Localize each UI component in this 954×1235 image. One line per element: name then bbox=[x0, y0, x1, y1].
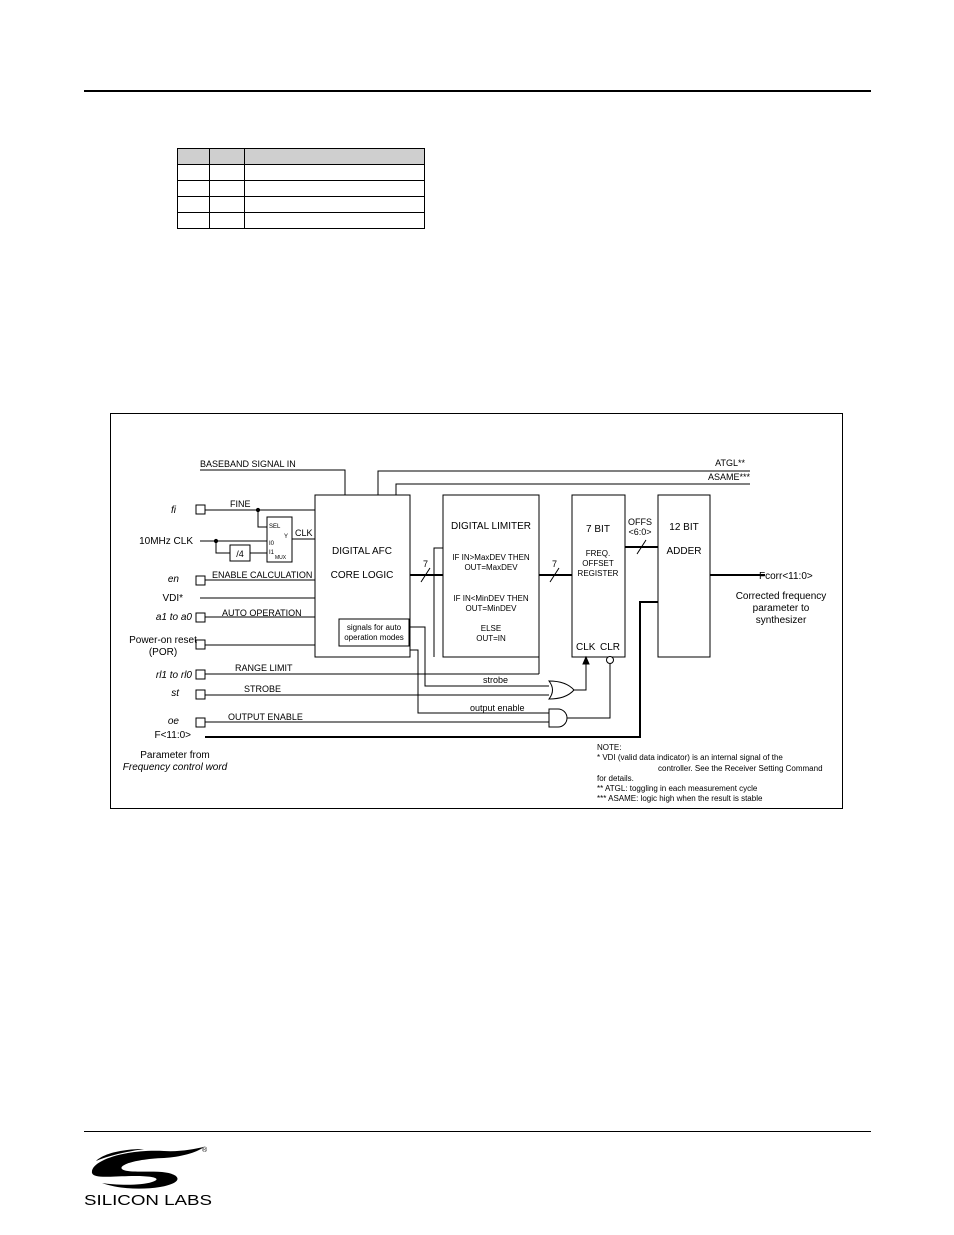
label-strobe: strobe bbox=[483, 675, 509, 685]
label-offs-range: <6:0> bbox=[628, 527, 652, 537]
registered-mark: ® bbox=[202, 1147, 208, 1154]
and-gate bbox=[549, 709, 567, 727]
label-asame: ASAME*** bbox=[707, 472, 750, 482]
label-clk: CLK bbox=[295, 528, 313, 538]
label-offs: OFFS bbox=[628, 517, 652, 527]
output-desc: synthesizer bbox=[755, 615, 807, 626]
note-line: NOTE: bbox=[597, 743, 622, 752]
terminal-por bbox=[196, 640, 205, 649]
limiter-title: DIGITAL LIMITER bbox=[450, 521, 532, 532]
input-rl: rl1 to rl0 bbox=[155, 670, 192, 681]
register-clk: CLK bbox=[576, 642, 596, 653]
clr-inversion-bubble bbox=[607, 657, 614, 664]
wire-clk-div bbox=[216, 541, 230, 553]
input-por-line1: Power-on reset bbox=[129, 635, 197, 646]
mux-sel: SEL bbox=[269, 524, 281, 530]
footer-rule bbox=[84, 1131, 871, 1132]
input-f: F<11:0> bbox=[154, 730, 191, 741]
mux-name: MUX bbox=[275, 555, 287, 561]
output-desc: parameter to bbox=[752, 603, 810, 614]
input-st: st bbox=[171, 688, 179, 699]
label-bus-width: 7 bbox=[423, 559, 429, 569]
register-clr: CLR bbox=[600, 642, 621, 653]
note-line: for details. bbox=[597, 774, 634, 783]
junction-dot bbox=[214, 539, 217, 542]
terminal-fi bbox=[196, 505, 205, 514]
divider-label: /4 bbox=[236, 549, 244, 559]
terminal-a bbox=[196, 613, 205, 622]
input-a: a1 to a0 bbox=[155, 612, 192, 623]
silicon-labs-logo bbox=[84, 1143, 214, 1209]
afc-title-line2: CORE LOGIC bbox=[330, 570, 394, 581]
afc-title-line1: DIGITAL AFC bbox=[331, 546, 393, 557]
adder-title-line2: ADDER bbox=[666, 546, 702, 557]
wire-afc-limiter-ctrl bbox=[434, 548, 443, 657]
adder-block bbox=[658, 495, 710, 657]
note-line: *** ASAME: logic high when the result is stable bbox=[597, 794, 763, 803]
logo-wordmark: SILICON LABS bbox=[84, 1193, 212, 1209]
limiter-line: OUT=MinDEV bbox=[465, 604, 517, 613]
limiter-line: IF IN>MaxDEV THEN bbox=[452, 553, 530, 562]
param-line1: Parameter from bbox=[140, 750, 210, 761]
register-line: REGISTER bbox=[577, 569, 619, 578]
limiter-line: OUT=IN bbox=[476, 634, 506, 643]
mux-i1: I1 bbox=[269, 550, 275, 556]
wire-asame bbox=[396, 484, 750, 495]
label-output-enable: output enable bbox=[470, 703, 525, 713]
input-en: en bbox=[167, 574, 179, 585]
label-range-limit: RANGE LIMIT bbox=[235, 663, 293, 673]
auto-signals-line2: operation modes bbox=[344, 633, 404, 642]
auto-signals-line1: signals for auto bbox=[346, 623, 402, 632]
junction-dot bbox=[256, 508, 259, 511]
param-line2: Frequency control word bbox=[122, 762, 228, 773]
label-auto-op: AUTO OPERATION bbox=[222, 608, 302, 618]
wire-baseband bbox=[200, 470, 345, 495]
silicon-labs-swoosh-icon bbox=[92, 1147, 204, 1189]
label-bus-width: 7 bbox=[552, 559, 558, 569]
label-enable-calc: ENABLE CALCULATION bbox=[212, 570, 313, 580]
adder-title-line1: 12 BIT bbox=[669, 522, 699, 533]
output-desc: Corrected frequency bbox=[735, 591, 827, 602]
input-por-line2: (POR) bbox=[148, 647, 178, 658]
terminal-st bbox=[196, 690, 205, 699]
note-line: controller. See the Receiver Setting Command bbox=[658, 764, 823, 773]
input-10mhz-clk: 10MHz CLK bbox=[139, 536, 193, 547]
mux-y: Y bbox=[284, 534, 289, 540]
note-line: ** ATGL: toggling in each measurement cycle bbox=[597, 784, 758, 793]
register-title: 7 BIT bbox=[586, 524, 610, 535]
register-line: FREQ. bbox=[585, 549, 611, 558]
input-fi: fi bbox=[171, 505, 176, 516]
mux-i0: I0 bbox=[269, 541, 275, 547]
or-gate bbox=[549, 681, 574, 699]
label-fine: FINE bbox=[230, 499, 251, 509]
clk-arrow bbox=[583, 657, 589, 664]
label-strobe-cap: STROBE bbox=[244, 684, 282, 694]
input-oe: oe bbox=[167, 716, 179, 727]
limiter-line: OUT=MaxDEV bbox=[464, 563, 518, 572]
label-baseband: BASEBAND SIGNAL IN bbox=[200, 459, 296, 469]
wire-sel bbox=[258, 510, 267, 527]
label-atgl: ATGL** bbox=[715, 458, 745, 468]
limiter-line: IF IN<MinDEV THEN bbox=[453, 594, 529, 603]
register-line: OFFSET bbox=[582, 559, 614, 568]
limiter-line: ELSE bbox=[480, 624, 502, 633]
terminal-rl bbox=[196, 670, 205, 679]
note-line: * VDI (valid data indicator) is an internal signal of the bbox=[597, 753, 783, 762]
wire-atgl bbox=[378, 471, 750, 495]
terminal-oe bbox=[196, 718, 205, 727]
terminal-en bbox=[196, 576, 205, 585]
label-output-enable-cap: OUTPUT ENABLE bbox=[228, 712, 303, 722]
input-vdi: VDI* bbox=[162, 593, 183, 604]
output-fcorr: Fcorr<11:0> bbox=[759, 571, 813, 582]
